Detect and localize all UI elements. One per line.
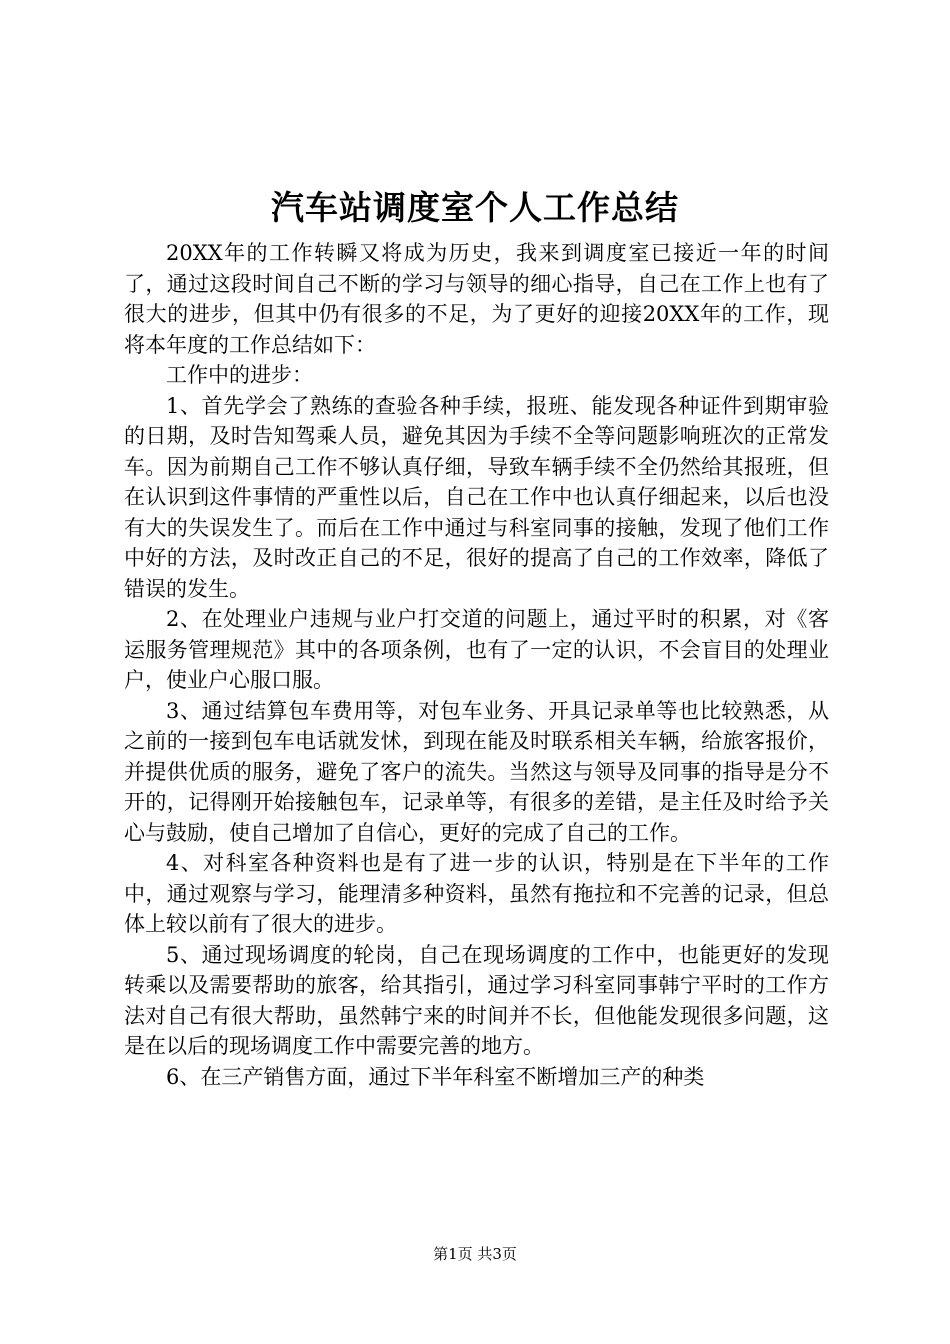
paragraph-item-2: 2、在处理业户违规与业户打交道的问题上，通过平时的积累，对《客运服务管理规范》其中的各项条例，也有了一定的认识，不会盲目的处理业户，使业户心服口服。 — [124, 607, 829, 692]
paragraph-progress-heading: 工作中的进步： — [166, 363, 313, 387]
paragraph-item-5: 5、通过现场调度的轮岗，自己在现场调度的工作中，也能更好的发现转乘以及需要帮助的旅客，给其指引，通过学习科室同事韩宁平时的工作方法对自己有很大帮助，虽然韩宁来的时间并不长，但他能发现很多问题，这是在以后的现场调度工作中需要完善的地方。 — [124, 942, 829, 1058]
document-body — [124, 238, 829, 1092]
paragraph-item-3: 3、通过结算包车费用等，对包车业务、开具记录单等也比较熟悉，从之前的一接到包车电话就发怵，到现在能及时联系相关车辆，给旅客报价，并提供优质的服务，避免了客户的流失。当然这与领导及同事的指导是分不开的，记得刚开始接触包车，记录单等，有很多的差错，是主任及时给予关心与鼓励，使自己增加了自信心，更好的完成了自己的工作。 — [124, 698, 829, 845]
paragraph-item-4: 4、对科室各种资料也是有了进一步的认识，特别是在下半年的工作中，通过观察与学习，能理清多种资料，虽然有拖拉和不完善的记录，但总体上较以前有了很大的进步。 — [124, 851, 829, 936]
paragraph-item-6: 6、在三产销售方面，通过下半年科室不断增加三产的种类 — [166, 1064, 705, 1089]
document-title: 汽车站调度室个人工作总结 — [271, 188, 679, 227]
paragraph-intro: 20XX年的工作转瞬又将成为历史，我来到调度室已接近一年的时间了，通过这段时间自己不断的学习与领导的细心指导，自己在工作上也有了很大的进步，但其中仍有很多的不足，为了更好的迎接20XX年的工作，现将本年度的工作总结如下： — [124, 241, 829, 357]
page-footer: 第1页 共3页 — [433, 1245, 517, 1263]
paragraph-item-1: 1、首先学会了熟练的查验各种手续，报班、能发现各种证件到期审验的日期，及时告知驾乘人员，避免其因为手续不全等问题影响班次的正常发车。因为前期自己工作不够认真仔细，导致车辆手续不全仍然给其报班，但在认识到这件事情的严重性以后，自己在工作中也认真仔细起来，以后也没有大的失误发生了。而后在工作中通过与科室同事的接触，发现了他们工作中好的方法，及时改正自己的不足，很好的提高了自己的工作效率，降低了错误的发生。 — [124, 393, 829, 601]
